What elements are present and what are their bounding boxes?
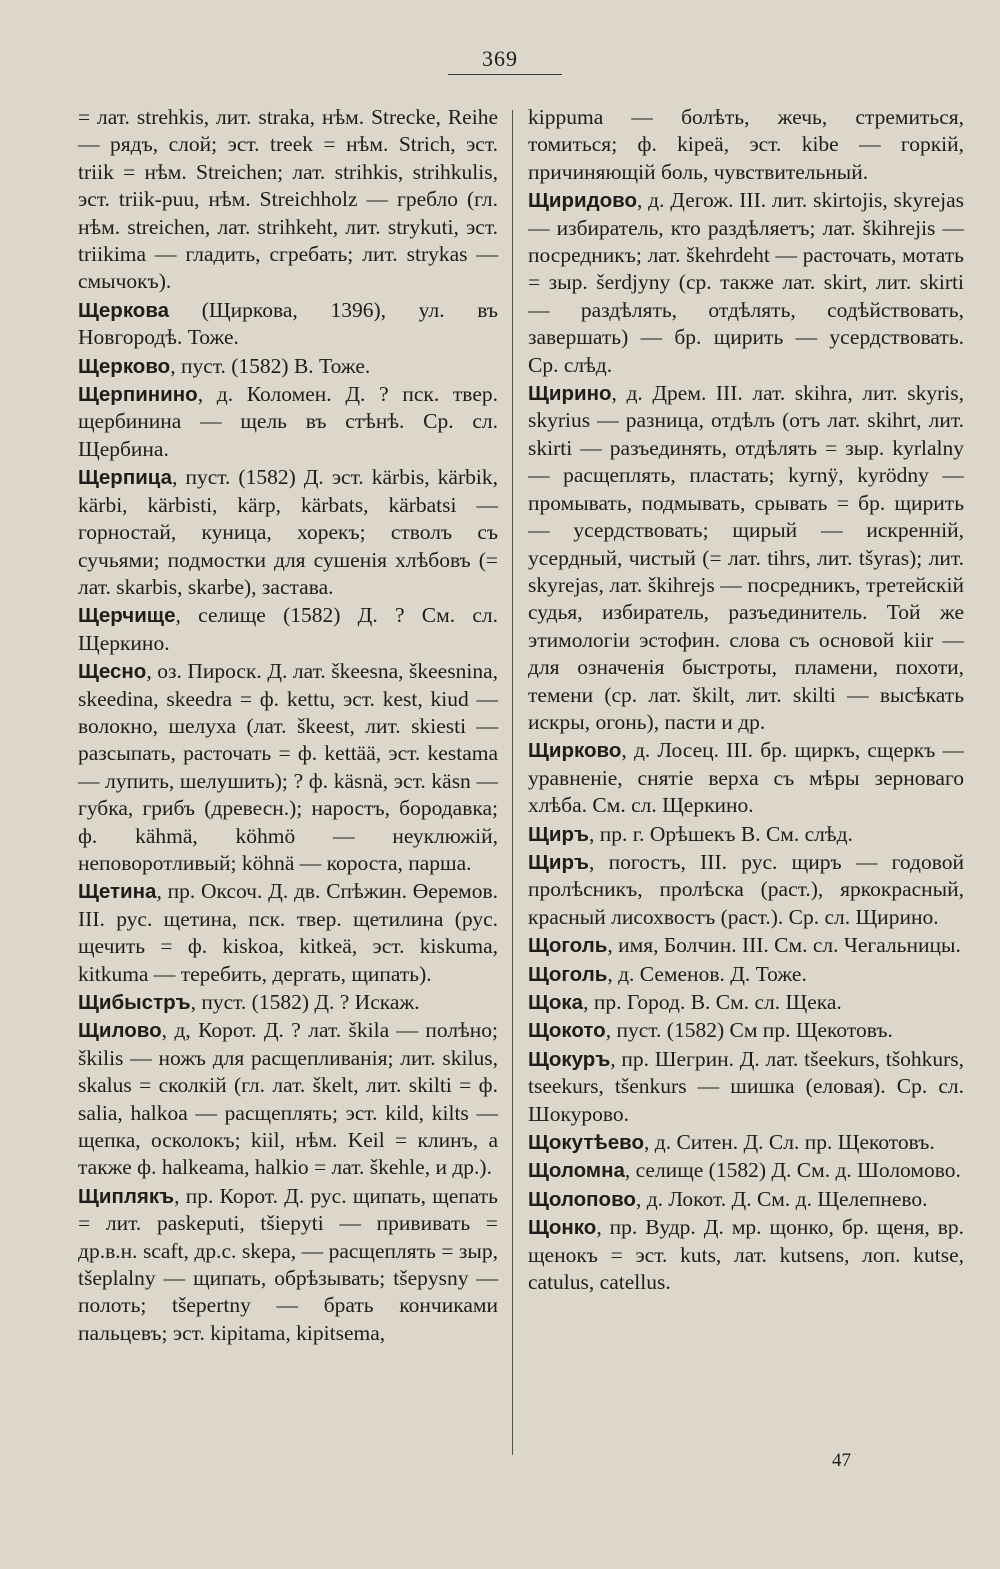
entry-headword: Щиплякъ — [78, 1184, 175, 1208]
entry-headword: Щонко — [528, 1216, 597, 1240]
entry-headword: Щерково — [78, 354, 171, 378]
entry-definition: , пуст. (1582) В. Тоже. — [170, 353, 371, 378]
entry-headword: Щерпица — [78, 466, 173, 490]
entry-definition: , селище (1582) Д. ? См. сл. Щеркино. — [78, 603, 498, 655]
signature-mark: 47 — [832, 1450, 851, 1471]
dictionary-entry — [528, 1186, 964, 1213]
header-rule — [448, 74, 562, 75]
entry-headword: Щирково — [528, 739, 622, 763]
entry-definition: , пуст. (1582) Д. эст. kärbis, kärbik, kärbi, kärbisti, kärp, kärbats, kärbatsi — горностай, куница, хорекъ; стволъ съ сучьями; подмостки для сушенія хлѣбовъ (= лат. skarbis, skarbe), застава. — [78, 465, 498, 599]
page-number: 369 — [482, 46, 518, 71]
entry-definition: , д. Ситен. Д. Сл. пр. Щекотовъ. — [644, 1130, 935, 1155]
dictionary-entry — [528, 104, 964, 186]
dictionary-entry — [528, 1129, 964, 1156]
entry-definition: , пр. Шегрин. Д. лат. tšeekurs, tšohkurs, tseekurs, tšenkurs — шишка (еловая). Ср. сл. Шокурово. — [528, 1046, 964, 1126]
dictionary-entry — [78, 989, 498, 1016]
dictionary-entry — [528, 380, 964, 736]
dictionary-entry — [78, 353, 498, 380]
left-column — [78, 104, 498, 1348]
entry-definition: , д, Корот. Д. ? лат. škila — полѣно; škilis — ножъ для расщепливанія; лит. skilus, skalus = сколкій (гл. лат. škelt, лит. skilti = ф. salia, halkoa — расщеплять; эст. kild, kilts — щепка, осколокъ; kiil, нѣм. Keil = клинъ, а также ф. halkeama, halkio = лат. škehle, и др.). — [78, 1018, 498, 1180]
entry-definition: , пр. Оксоч. Д. дв. Спѣжин. Өеремов. III. рус. щетина, пск. твер. щетилина (рус. щечить = ф. kiskoa, kitkeä, эст. kiskuma, kitkuma — теребить, дергать, щипать). — [78, 879, 498, 986]
dictionary-entry — [528, 737, 964, 819]
entry-headword: Щокуръ — [528, 1047, 611, 1071]
entry-headword: Щесно — [78, 660, 147, 684]
entry-headword: Щибыстръ — [78, 991, 191, 1014]
entry-definition: , оз. Пироск. Д. лат. škeesna, škeesnina, skeedina, skeedra = ф. kettu, эст. kest, kiud — волокно, шелуха (лат. škeest, лит. skiesti — разсыпать, расточать = ф. kettää, эст. kestama — лупить, шелушить); ? ф. käsnä, эст. käsn — губка, грибъ (древесн.); наростъ, бородавка; ф. kähmä, köhmö — неуклюжій, неповоротливый; köhnä — короста, парша. — [78, 659, 498, 875]
dictionary-entry — [528, 989, 964, 1016]
entry-headword: Щирино — [528, 382, 612, 406]
entry-definition: , пуст. (1582) Д. ? Искаж. — [190, 990, 420, 1014]
entry-headword: Щиридово — [528, 189, 638, 213]
dictionary-entry — [78, 297, 498, 352]
column-divider — [512, 110, 513, 1455]
entry-definition: , пр. Вудр. Д. мр. щонко, бр. щеня, вр. щенокъ = эст. kuts, лат. kutsens, лоп. kutse, catulus, catellus. — [528, 1215, 964, 1295]
entry-headword: Щилово — [78, 1019, 162, 1043]
dictionary-entry — [78, 658, 498, 877]
dictionary-entry — [528, 187, 964, 379]
dictionary-entry — [528, 1046, 964, 1128]
entry-headword: Щоломна — [528, 1159, 625, 1183]
dictionary-entry — [78, 104, 498, 296]
dictionary-entry — [528, 1017, 964, 1044]
entry-headword: Щока — [528, 991, 584, 1014]
entry-definition: , пр. Город. В. См. сл. Щека. — [583, 990, 842, 1014]
dictionary-entry — [528, 821, 964, 848]
dictionary-entry — [78, 1183, 498, 1347]
dictionary-entry — [78, 464, 498, 601]
entry-headword: Щокутѣево — [528, 1131, 645, 1155]
entry-definition: , пр. Корот. Д. рус. щипать, щепать = лит. paskeputi, tšiepyti — прививать = др.в.н. scaft, др.с. skepa, — расщеплять = зыр, tšeplalny — щипать, обрѣзывать; tšepysny — полоть; tšepertny — брать кончиками пальцевъ; эст. kipitama, kipitsema, — [78, 1183, 498, 1345]
entry-definition: , селище (1582) Д. См. д. Шоломово. — [624, 1158, 961, 1183]
entry-definition: , д. Коломен. Д. ? пск. твер. щербинина — щель въ стѣнѣ. Ср. сл. Щербина. — [78, 382, 498, 461]
entry-definition: (Щиркова, 1396), ул. въ Новгородѣ. Тоже. — [78, 297, 498, 350]
entry-definition: , пуст. (1582) См пр. Щекотовъ. — [605, 1018, 893, 1043]
entry-headword: Щолопово — [528, 1187, 636, 1211]
entry-definition: , д. Лосец. III. бр. щиркъ, сщеркъ — уравненіе, снятіе верха съ мѣры зерноваго хлѣба. См. сл. Щеркино. — [528, 738, 964, 818]
entry-headword: Щиръ — [528, 850, 589, 874]
entry-headword: Щерпинино — [78, 383, 198, 407]
dictionary-entry — [528, 961, 964, 988]
dictionary-entry — [528, 1214, 964, 1296]
entry-definition: , д. Локот. Д. См. д. Щелепнево. — [635, 1186, 928, 1211]
dictionary-entry — [78, 1017, 498, 1181]
entry-definition: = лат. strehkis, лит. straka, нѣм. Strecke, Reihe — рядъ, слой; эст. treek = нѣм. Strich, эст. triik = нѣм. Streichen; лат. strihkis, strihkulis, эст. triik-puu, нѣм. Streichholz — гребло (гл. нѣм. streichen, лат. strihkeht, лит. strykuti, эст. triikima — гладить, сгребать; лит. strykas — смычокъ). — [78, 105, 498, 294]
entry-headword: Щеркова — [78, 298, 170, 322]
dictionary-entry — [528, 849, 964, 931]
entry-definition: , д. Семенов. Д. Тоже. — [607, 961, 807, 986]
dictionary-entry — [78, 381, 498, 463]
entry-headword: Щерчище — [78, 604, 176, 628]
right-column — [528, 104, 964, 1297]
entry-headword: Щоголь — [528, 962, 608, 986]
entry-headword: Щокото — [528, 1019, 606, 1043]
entry-headword: Щетина — [78, 880, 157, 904]
entry-definition: , д. Дрем. III. лат. skihra, лит. skyris, skyrius — разница, отдѣлъ (отъ лат. skihrt, лит. skirti — разъединять, отдѣлять = зыр. kyrlalny — расщеплять, пластать; kyrnÿ, kyrödny — промывать, подмывать, срывать = бр. щирить — усердствовать; щирый — искренній, усердный, чистый (= лат. tihrs, лит. tšyras); лит. skyrejas, лат. škihrejs — посредникъ, третейскій судья, избиратель, разъединитель. Той же этимологіи эстофин. слова съ основой kiir — для означенія быстроты, пламени, похоти, темени (ср. лат. škilt, лит. skilti — высѣкать искры, огонь), пасти и др. — [528, 381, 964, 734]
dictionary-entry — [528, 1157, 964, 1184]
entry-headword: Щоголь — [528, 934, 608, 958]
entry-definition: , имя, Болчин. III. См. сл. Чегальницы. — [607, 933, 961, 958]
dictionary-entry — [78, 602, 498, 657]
dictionary-entry — [78, 878, 498, 988]
dictionary-entry — [528, 932, 964, 959]
entry-definition: kippuma — болѣть, жечь, стремиться, томиться; ф. kipeä, эст. kibe — горкій, причиняющій боль, чувствительный. — [528, 105, 964, 184]
entry-definition: , погостъ, III. рус. щиръ — годовой пролѣсникъ, пролѣска (раст.), яркокрасный, красный лисохвостъ (раст.). Ср. сл. Щирино. — [528, 849, 964, 929]
entry-definition: , пр. г. Орѣшекъ В. См. слѣд. — [588, 821, 853, 846]
entry-headword: Щиръ — [528, 822, 589, 846]
entry-definition: , д. Дегож. III. лит. skirtojis, skyrejas — избиратель, кто раздѣляетъ; лат. škihrejis — посредникъ; лат. škehrdeht — расточать, мотать = зыр. šerdjyny (ср. также лат. skirt, лит. skirti — раздѣлять, отдѣлять, содѣйствовать, завершать) — бр. щирить — усердствовать. Ср. слѣд. — [528, 188, 964, 377]
